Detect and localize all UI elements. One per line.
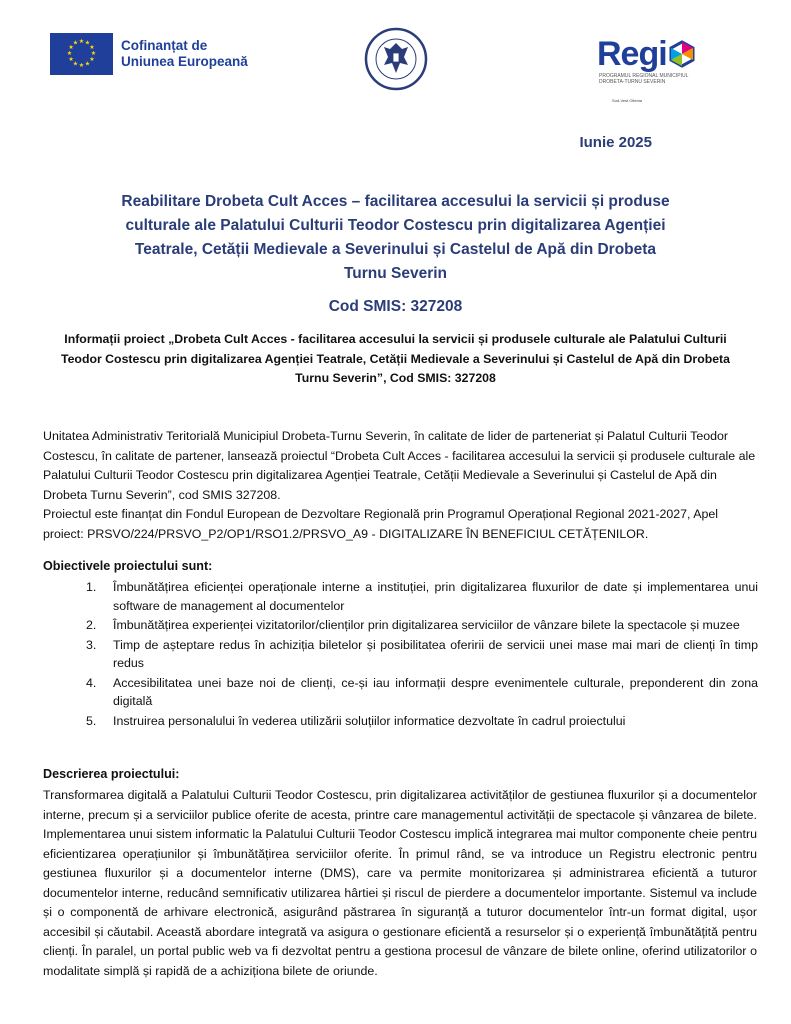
list-item xyxy=(86,712,758,731)
list-number: 4. xyxy=(86,675,97,690)
document-date: Iunie 2025 xyxy=(579,134,652,151)
list-number: 3. xyxy=(86,637,97,652)
list-number: 5. xyxy=(86,713,97,728)
objectives-list xyxy=(86,578,758,731)
svg-text:★: ★ xyxy=(66,50,73,57)
regio-subtitle: PROGRAMUL REGIONAL MUNICIPIUL DROBETA-TURNU SEVERIN xyxy=(599,73,689,85)
svg-text:★: ★ xyxy=(84,60,91,68)
project-info-heading: Informații proiect „Drobeta Cult Acces - facilitarea accesului la servicii și produsele culturale ale Palatului Culturii Teodor Costescu prin digitalizarea Agenției Teatrale, Cetății Medievale a Severinului și Castelul de Apă din Drobeta Turnu Severin”, Cod SMIS: 327208 xyxy=(61,332,730,385)
romanian-government-seal xyxy=(364,27,428,91)
list-item xyxy=(86,674,758,711)
list-text: Timp de așteptare redus în achiziția biletelor și posibilitatea oferirii de servicii unei mase mai mari de clienți în timp redus xyxy=(113,637,758,670)
list-item xyxy=(86,578,758,615)
intro-text-2: Proiectul este finanțat din Fondul European de Dezvoltare Regională prin Programul Operațional Regional 2021-2027, Apel proiect: PRSVO/224/PRSVO_P2/OP1/RSO1.2/PRSVO_A9 - DIGITALIZARE ÎN BENEFICIUL CETĂȚENILOR. xyxy=(43,507,719,541)
intro-text-1: Unitatea Administrativ Teritorială Municipiul Drobeta-Turnu Severin, în calitate de lider de parteneriat și Palatul Culturii Teodor Costescu, în calitate de partener, lansează proiectul “Drobeta Cult Acces - facilitarea accesului la servicii și produsele culturale ale Palatului Culturii Teodor Costescu prin digitalizarea Agenției Teatrale, Cetății Medievale a Severinului și Castelul de Apă din Drobeta Turnu Severin”, cod SMIS 327208. xyxy=(43,429,756,502)
svg-text:★: ★ xyxy=(89,44,95,51)
list-item xyxy=(86,636,758,673)
svg-text:★: ★ xyxy=(68,44,74,51)
svg-text:★: ★ xyxy=(72,60,79,68)
svg-text:★: ★ xyxy=(90,50,97,57)
svg-text:★: ★ xyxy=(72,39,79,47)
svg-text:★: ★ xyxy=(89,56,95,63)
list-text: Accesibilitatea unei baze noi de clienți, ce-și iau informații despre evenimentele culturale, preponderent din zona digitală xyxy=(113,675,758,708)
svg-text:★: ★ xyxy=(84,39,91,47)
list-number: 1. xyxy=(86,580,97,594)
eu-flag-icon xyxy=(50,33,113,75)
svg-text:★: ★ xyxy=(68,56,74,63)
intro-paragraph xyxy=(43,427,757,544)
svg-text:★: ★ xyxy=(78,62,85,69)
project-title: Reabilitare Drobeta Cult Acces – facilitarea accesului la servicii și produse culturale ale Palatului Culturii Teodor Costescu prin digitalizarea Agenției Teatrale, Cetății Medievale a Severinului și Castelul de Apă din Drobeta Turnu Severin xyxy=(121,193,670,282)
regio-wordmark: Regi xyxy=(597,36,727,72)
eu-logo-line-1: Cofinanțat de xyxy=(121,38,208,53)
list-item xyxy=(86,616,758,635)
list-text: Îmbunătățirea eficienței operaționale interne a instituției, prin digitalizarea fluxurilor de date și implementarea unui software de management al documentelor xyxy=(113,580,758,613)
regio-o-icon xyxy=(667,39,697,67)
list-text: Îmbunătățirea experienței vizitatorilor/clienților prin digitalizarea serviciilor de vânzare bilete la spectacole și muzee xyxy=(113,618,740,632)
list-number: 2. xyxy=(86,618,97,632)
regio-region-label: Sud-Vest Oltenia xyxy=(612,98,643,103)
svg-text:★: ★ xyxy=(78,38,85,45)
objectives-heading: Obiectivele proiectului sunt: xyxy=(43,559,213,573)
regio-program-logo xyxy=(597,36,727,85)
description-paragraph: Transformarea digitală a Palatului Culturii Teodor Costescu, prin digitalizarea activităților de gestiunea fluxurilor și a documentelor interne, precum și a serviciilor publice oferite de acesta, printre care managementul activității de spectacole și vânzarea de bilete. Implementarea unui sistem informatic la Palatului Culturii Teodor Costescu implică integrarea mai multor componente cheie pentru eficientizarea operațiunilor și îmbunătățirea serviciilor oferite. În primul rând, se va introduce un Registru electronic pentru gestiunea fluxurilor și a documentelor interne (DMS), care va permite monitorizarea și administrarea eficientă a tuturor documentelor interne, reducând semnificativ utilizarea hârtiei și riscul de pierdere a documentelor importante. Sistemul va include și o componentă de arhivare electronică, asigurând păstrarea în siguranță a tuturor documentelor într-un format digital, ușor accesibil și căutabil. Această abordare integrată va asigura o gestionare eficientă a resurselor și o experiență îmbunătățită pentru clienți. În paralel, un portal public web va fi dezvoltat pentru a gestiona procesul de vânzare de bilete online, oferind utilizatorilor o modalitate simplă și rapidă de a achiziționa bilete de oriunde. xyxy=(43,788,757,978)
description-heading: Descrierea proiectului: xyxy=(43,767,180,781)
list-text: Instruirea personalului în vederea utilizării soluțiilor informatice dezvoltate în cadrul proiectului xyxy=(113,713,626,728)
eu-cofinancing-logo xyxy=(50,33,248,75)
eu-logo-line-2: Uniunea Europeană xyxy=(121,54,248,69)
eu-logo-text xyxy=(121,38,248,70)
smis-code: Cod SMIS: 327208 xyxy=(328,298,463,315)
